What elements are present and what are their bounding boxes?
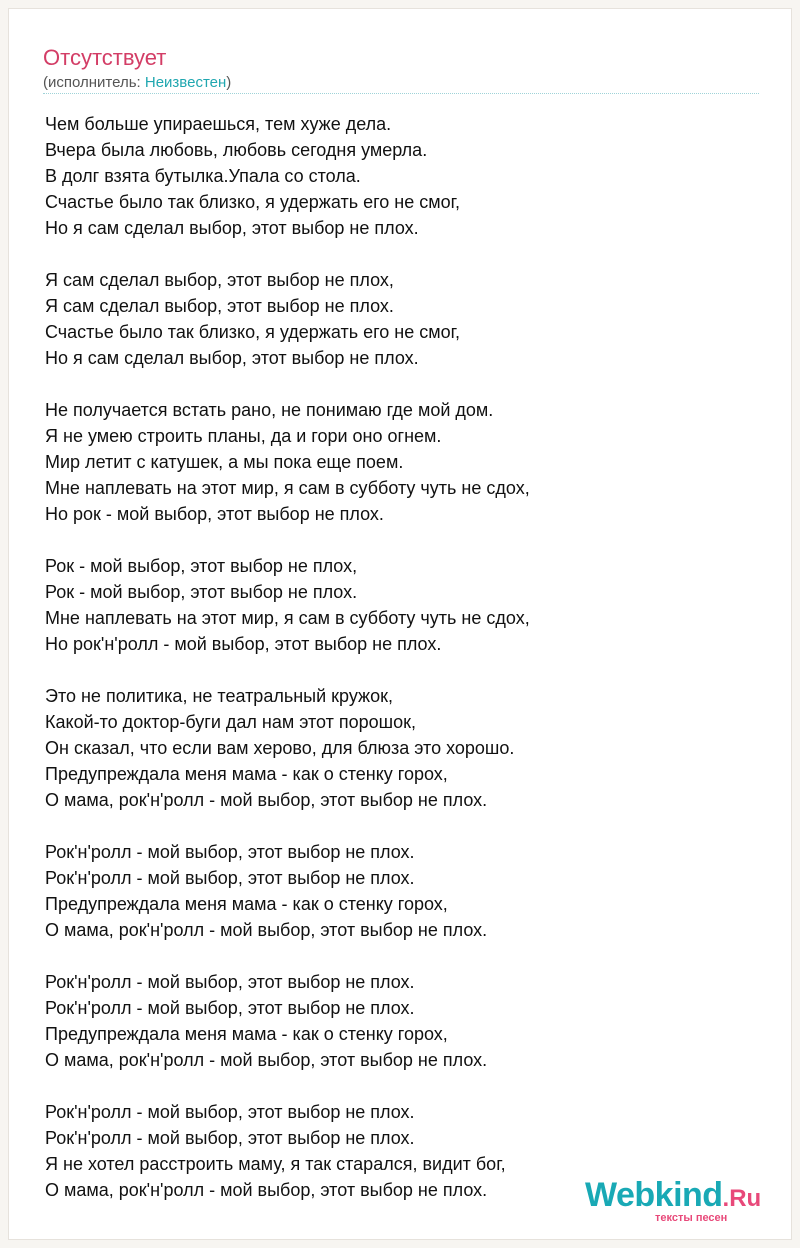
lyric-line: Рок'н'ролл - мой выбор, этот выбор не плох. <box>45 1128 415 1148</box>
lyrics-stanza <box>45 839 765 943</box>
song-title: Отсутствует <box>43 45 167 70</box>
lyric-line: Не получается встать рано, не понимаю где мой дом. <box>45 400 494 420</box>
lyric-line: Рок'н'ролл - мой выбор, этот выбор не плох. <box>45 998 415 1018</box>
lyric-line: Счастье было так близко, я удержать его не смог, <box>45 192 460 212</box>
lyrics-stanza <box>45 397 765 527</box>
logo-tld: .Ru <box>722 1185 762 1212</box>
lyric-line: Мне наплевать на этот мир, я сам в субботу чуть не сдох, <box>45 478 530 498</box>
artist-link[interactable]: Неизвестен <box>144 74 227 91</box>
artist-suffix: ) <box>226 74 232 91</box>
lyric-line: Я сам сделал выбор, этот выбор не плох. <box>45 296 394 316</box>
lyric-line: Предупреждала меня мама - как о стенку горох, <box>45 1024 448 1044</box>
lyric-line: Я не хотел расстроить маму, я так старался, видит бог, <box>45 1154 506 1174</box>
logo-brand: Webkind <box>585 1176 723 1214</box>
lyrics-stanza <box>45 683 765 813</box>
lyrics-stanza <box>45 267 765 371</box>
lyric-line: Мне наплевать на этот мир, я сам в субботу чуть не сдох, <box>45 608 530 628</box>
lyric-line: О мама, рок'н'ролл - мой выбор, этот выбор не плох. <box>45 920 488 940</box>
lyric-line: Но я сам сделал выбор, этот выбор не плох. <box>45 218 419 238</box>
lyric-line: Это не политика, не театральный кружок, <box>45 686 393 706</box>
lyric-line: Мир летит с катушек, а мы пока еще поем. <box>45 452 404 472</box>
lyrics-stanza <box>45 553 765 657</box>
lyric-line: О мама, рок'н'ролл - мой выбор, этот выбор не плох. <box>45 1180 488 1200</box>
lyric-line: Вчера была любовь, любовь сегодня умерла. <box>45 140 428 160</box>
lyric-line: Рок'н'ролл - мой выбор, этот выбор не плох. <box>45 842 415 862</box>
lyric-line: Я сам сделал выбор, этот выбор не плох, <box>45 270 394 290</box>
lyric-line: Рок - мой выбор, этот выбор не плох. <box>45 582 358 602</box>
artist-prefix: (исполнитель: <box>43 74 145 91</box>
lyric-line: Но рок - мой выбор, этот выбор не плох. <box>45 504 384 524</box>
lyrics-stanza <box>45 111 765 241</box>
lyric-line: О мама, рок'н'ролл - мой выбор, этот выбор не плох. <box>45 790 488 810</box>
lyric-line: Счастье было так близко, я удержать его не смог, <box>45 322 460 342</box>
lyric-line: Но рок'н'ролл - мой выбор, этот выбор не плох. <box>45 634 442 654</box>
site-logo[interactable] <box>585 1175 785 1235</box>
lyric-line: Предупреждала меня мама - как о стенку горох, <box>45 764 448 784</box>
lyric-line: Рок'н'ролл - мой выбор, этот выбор не плох. <box>45 972 415 992</box>
lyrics-body <box>45 111 765 1229</box>
title-divider <box>43 93 759 94</box>
lyric-line: Рок - мой выбор, этот выбор не плох, <box>45 556 358 576</box>
lyric-line: Рок'н'ролл - мой выбор, этот выбор не плох. <box>45 868 415 888</box>
lyric-line: Но я сам сделал выбор, этот выбор не плох. <box>45 348 419 368</box>
lyric-line: Чем больше упираешься, тем хуже дела. <box>45 114 392 134</box>
lyric-line: В долг взята бутылка.Упала со стола. <box>45 166 361 186</box>
lyrics-stanza <box>45 969 765 1073</box>
logo-tagline: тексты песен <box>655 1212 728 1224</box>
page-card <box>8 8 792 1240</box>
lyric-line: Какой-то доктор-буги дал нам этот порошок, <box>45 712 417 732</box>
lyric-line: Предупреждала меня мама - как о стенку горох, <box>45 894 448 914</box>
artist-line <box>43 74 231 92</box>
lyric-line: О мама, рок'н'ролл - мой выбор, этот выбор не плох. <box>45 1050 488 1070</box>
lyric-line: Рок'н'ролл - мой выбор, этот выбор не плох. <box>45 1102 415 1122</box>
lyric-line: Он сказал, что если вам херово, для блюза это хорошо. <box>45 738 515 758</box>
lyric-line: Я не умею строить планы, да и гори оно огнем. <box>45 426 442 446</box>
